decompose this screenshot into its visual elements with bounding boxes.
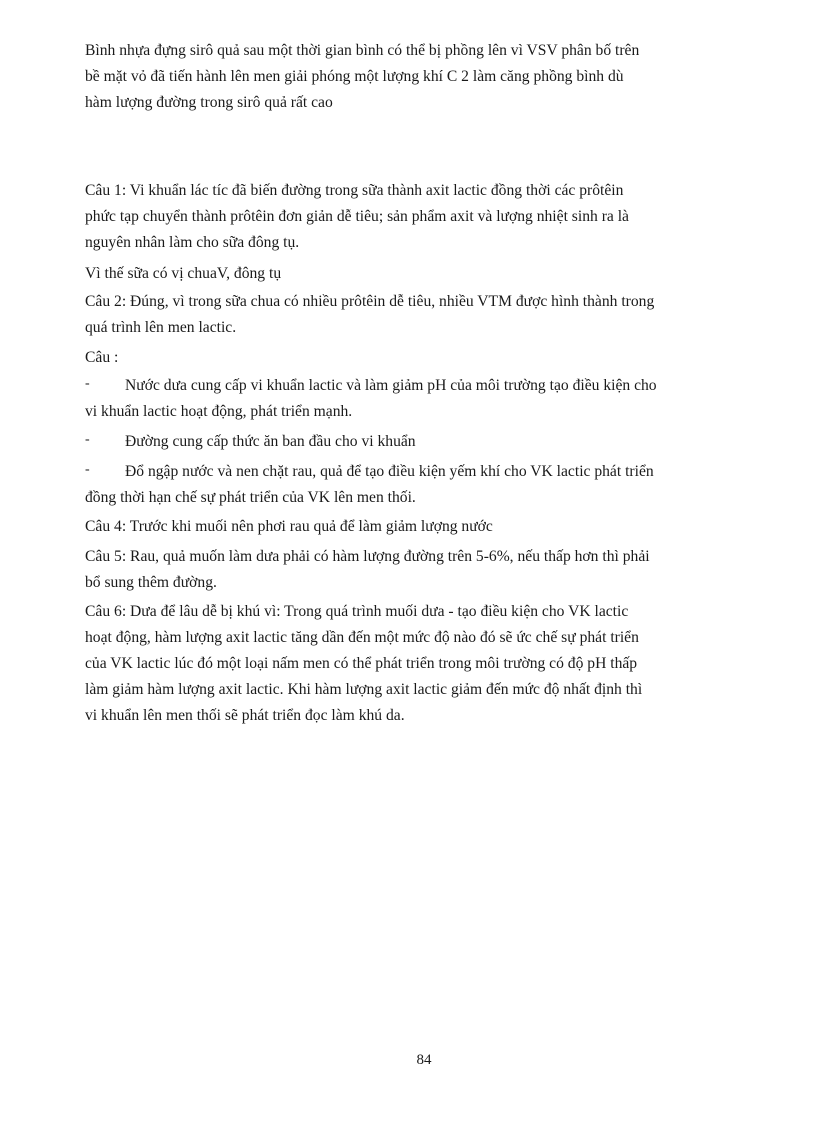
question-5-paragraph (85, 544, 735, 596)
q3-bullet-1-line-2: vi khuẩn lactic hoạt động, phát triển mạnh. (85, 403, 353, 420)
q3-bullet-2-line-1: Đường cung cấp thức ăn ban đầu cho vi khuẩn (125, 433, 416, 450)
q5-line-2: bổ sung thêm đường. (85, 574, 217, 591)
intro-line-3: hàm lượng đường trong sirô quả rất cao (85, 94, 333, 111)
q3-bullet-1-line-1: Nước dưa cung cấp vi khuẩn lactic và làm giảm pH của môi trường tạo điều kiện cho (125, 377, 657, 394)
q4-line-1: Câu 4: Trước khi muối nên phơi rau quả để làm giảm lượng nước (85, 518, 493, 535)
q6-line-5: vi khuẩn lên men thối sẽ phát triển đọc làm khú da. (85, 707, 405, 724)
bullet-dash-3: - (85, 462, 90, 477)
q6-line-1: Câu 6: Dưa để lâu dễ bị khú vì: Trong quá trình muối dưa - tạo điều kiện cho VK lactic (85, 603, 629, 620)
q6-line-3: của VK lactic lúc đó một loại nấm men có thể phát triển trong môi trường có độ pH thấp (85, 655, 638, 672)
q6-line-2: hoạt động, hàm lượng axit lactic tăng dần đến một mức độ nào đó sẽ ức chế sự phát triển (85, 629, 639, 646)
question-1-followup (85, 261, 735, 287)
q2-line-2: quá trình lên men lactic. (85, 319, 237, 336)
question-3-bullet-3 (125, 459, 735, 485)
q1-followup-line: Vì thế sữa có vị chuaV, đông tụ (85, 265, 282, 282)
intro-line-2: bề mặt vỏ đã tiến hành lên men giải phóng một lượng khí C 2 làm căng phồng bình dù (85, 68, 624, 85)
q1-line-2: phức tạp chuyển thành prôtêin đơn giản dễ tiêu; sản phẩm axit và lượng nhiệt sinh ra là (85, 208, 629, 225)
question-2-paragraph (85, 289, 735, 341)
q1-line-3: nguyên nhân làm cho sữa đông tụ. (85, 234, 300, 251)
q2-line-1: Câu 2: Đúng, vì trong sữa chua có nhiều prôtêin dễ tiêu, nhiều VTM được hình thành trong (85, 293, 655, 310)
q1-line-1: Câu 1: Vi khuẩn lác tíc đã biến đường trong sữa thành axit lactic đồng thời các prôtêin (85, 182, 624, 199)
page-number: 84 (416, 1052, 432, 1068)
question-3-bullet-1-continued (85, 399, 735, 425)
question-3-bullet-2 (125, 429, 735, 455)
q5-line-1: Câu 5: Rau, quả muốn làm dưa phải có hàm lượng đường trên 5-6%, nếu thấp hơn thì phải (85, 548, 650, 565)
question-3-heading (85, 345, 735, 371)
q6-line-4: làm giảm hàm lượng axit lactic. Khi hàm lượng axit lactic giảm đến mức độ nhất định thì (85, 681, 643, 698)
intro-line-1: Bình nhựa đựng sirô quả sau một thời gian bình có thể bị phồng lên vì VSV phân bố trên (85, 42, 640, 59)
question-3-bullet-1 (125, 373, 735, 399)
intro-paragraph (85, 38, 735, 116)
bullet-dash-2: - (85, 432, 90, 447)
bullet-dash-1: - (85, 376, 90, 391)
question-1-paragraph (85, 178, 735, 256)
question-6-paragraph (85, 599, 735, 729)
q3-heading-text: Câu : (85, 349, 119, 366)
question-3-bullet-3-continued (85, 485, 735, 511)
q3-bullet-3-line-1: Đổ ngập nước và nen chặt rau, quả để tạo điều kiện yếm khí cho VK lactic phát triển (125, 463, 654, 480)
q3-bullet-3-line-2: đồng thời hạn chế sự phát triển của VK lên men thối. (85, 489, 416, 506)
question-4-paragraph (85, 514, 735, 540)
